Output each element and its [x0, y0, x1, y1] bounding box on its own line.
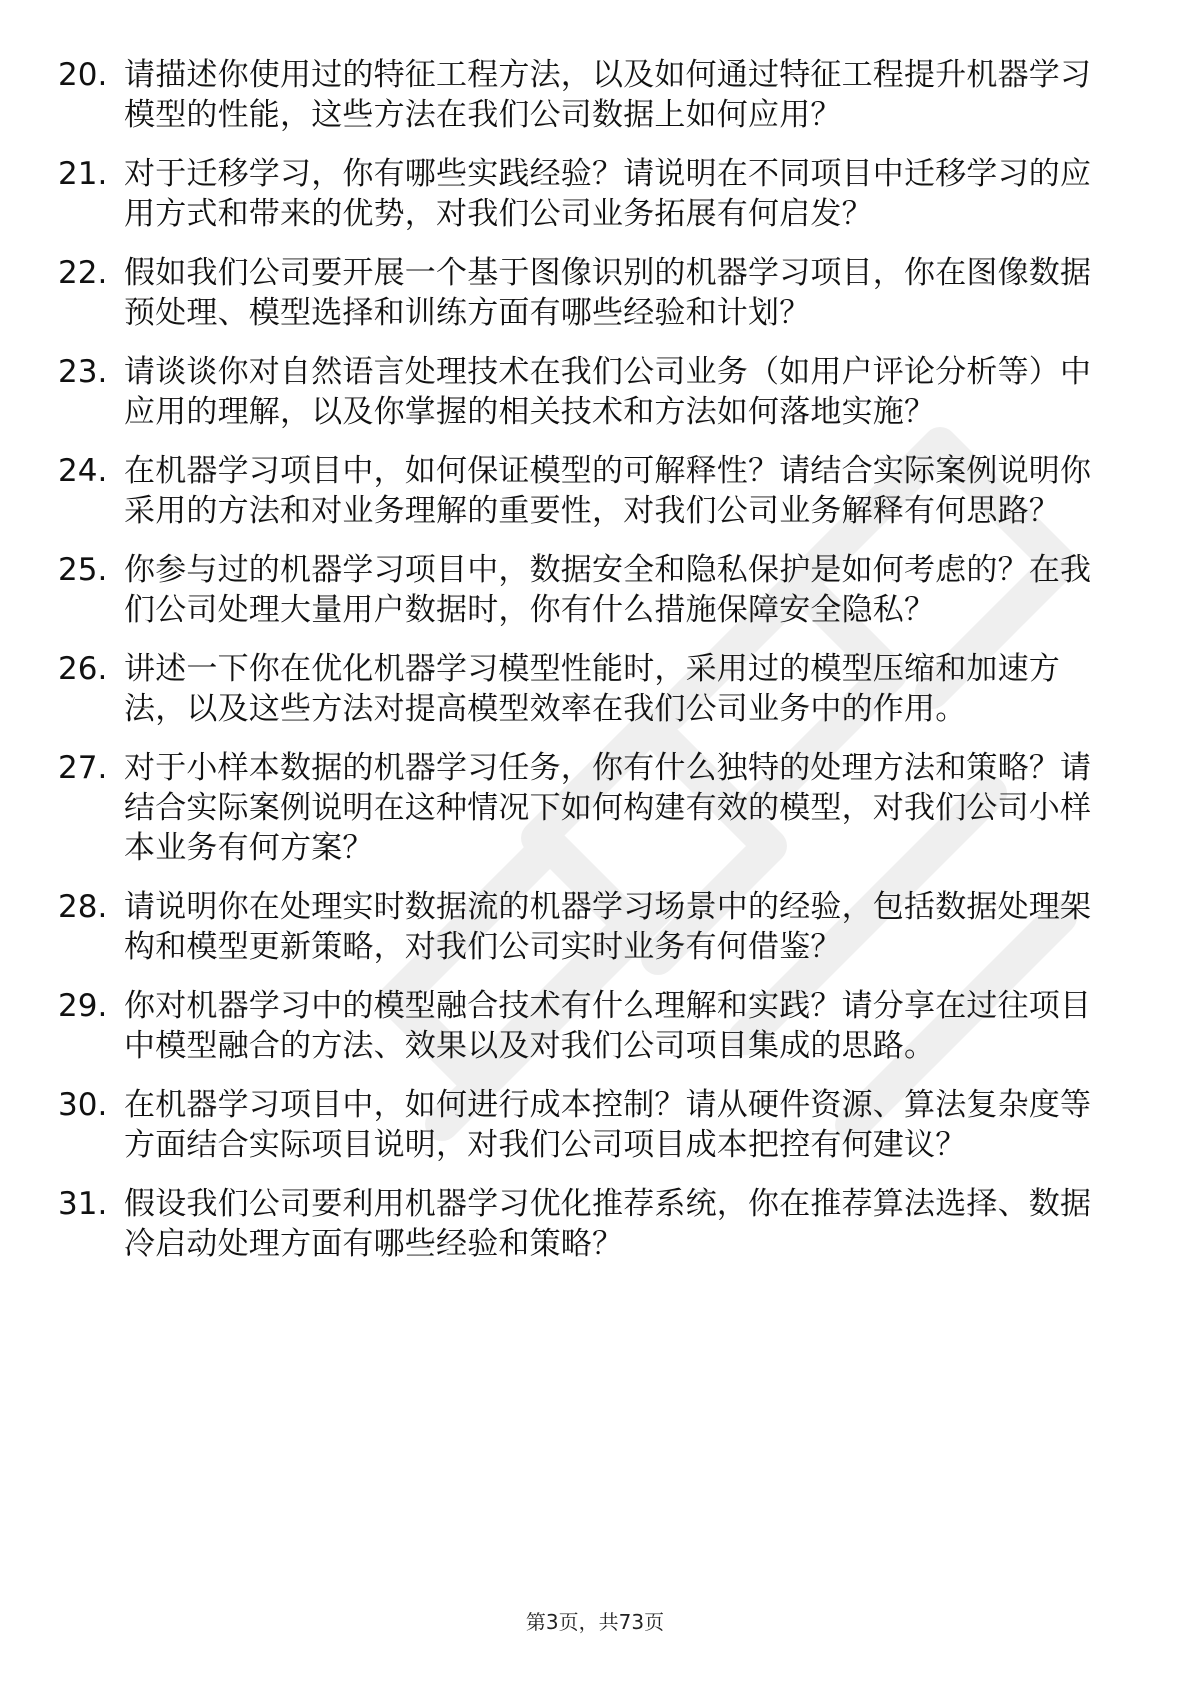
question-text: 假设我们公司要利用机器学习优化推荐系统，你在推荐算法选择、数据冷启动处理方面有哪些经验和策略？ — [124, 1186, 1092, 1262]
question-item-25 — [58, 550, 1118, 630]
question-text: 请描述你使用过的特征工程方法，以及如何通过特征工程提升机器学习模型的性能，这些方法在我们公司数据上如何应用？ — [124, 57, 1092, 133]
question-list — [58, 55, 1118, 1283]
question-number: 22. — [58, 255, 108, 291]
question-text: 对于迁移学习，你有哪些实践经验？请说明在不同项目中迁移学习的应用方式和带来的优势，对我们公司业务拓展有何启发？ — [124, 156, 1092, 232]
question-number: 25. — [58, 552, 108, 588]
question-text: 你对机器学习中的模型融合技术有什么理解和实践？请分享在过往项目中模型融合的方法、效果以及对我们公司项目集成的思路。 — [124, 988, 1092, 1064]
question-number: 20. — [58, 57, 108, 93]
question-item-24 — [58, 451, 1118, 531]
question-item-28 — [58, 887, 1118, 967]
question-item-23 — [58, 352, 1118, 432]
question-item-20 — [58, 55, 1118, 135]
question-text: 你参与过的机器学习项目中，数据安全和隐私保护是如何考虑的？在我们公司处理大量用户数据时，你有什么措施保障安全隐私？ — [124, 552, 1092, 628]
question-text: 对于小样本数据的机器学习任务，你有什么独特的处理方法和策略？请结合实际案例说明在这种情况下如何构建有效的模型，对我们公司小样本业务有何方案？ — [124, 750, 1092, 866]
question-number: 26. — [58, 651, 108, 687]
question-item-22 — [58, 253, 1118, 333]
question-number: 29. — [58, 988, 108, 1024]
question-number: 24. — [58, 453, 108, 489]
question-item-26 — [58, 649, 1118, 729]
question-item-29 — [58, 986, 1118, 1066]
question-item-21 — [58, 154, 1118, 234]
question-text: 请谈谈你对自然语言处理技术在我们公司业务（如用户评论分析等）中应用的理解，以及你掌握的相关技术和方法如何落地实施？ — [124, 354, 1092, 430]
question-text: 讲述一下你在优化机器学习模型性能时，采用过的模型压缩和加速方法，以及这些方法对提高模型效率在我们公司业务中的作用。 — [124, 651, 1060, 727]
question-text: 请说明你在处理实时数据流的机器学习场景中的经验，包括数据处理架构和模型更新策略，对我们公司实时业务有何借鉴？ — [124, 889, 1092, 965]
question-number: 30. — [58, 1087, 108, 1123]
question-number: 27. — [58, 750, 108, 786]
question-item-30 — [58, 1085, 1118, 1165]
question-number: 28. — [58, 889, 108, 925]
question-number: 23. — [58, 354, 108, 390]
question-item-31 — [58, 1184, 1118, 1264]
question-text: 假如我们公司要开展一个基于图像识别的机器学习项目，你在图像数据预处理、模型选择和训练方面有哪些经验和计划？ — [124, 255, 1092, 331]
question-text: 在机器学习项目中，如何进行成本控制？请从硬件资源、算法复杂度等方面结合实际项目说明，对我们公司项目成本把控有何建议？ — [124, 1087, 1092, 1163]
page-footer: 第3页，共73页 — [525, 1610, 665, 1634]
question-number: 21. — [58, 156, 108, 192]
question-number: 31. — [58, 1186, 108, 1222]
question-item-27 — [58, 748, 1118, 868]
question-text: 在机器学习项目中，如何保证模型的可解释性？请结合实际案例说明你采用的方法和对业务理解的重要性，对我们公司业务解释有何思路？ — [124, 453, 1092, 529]
